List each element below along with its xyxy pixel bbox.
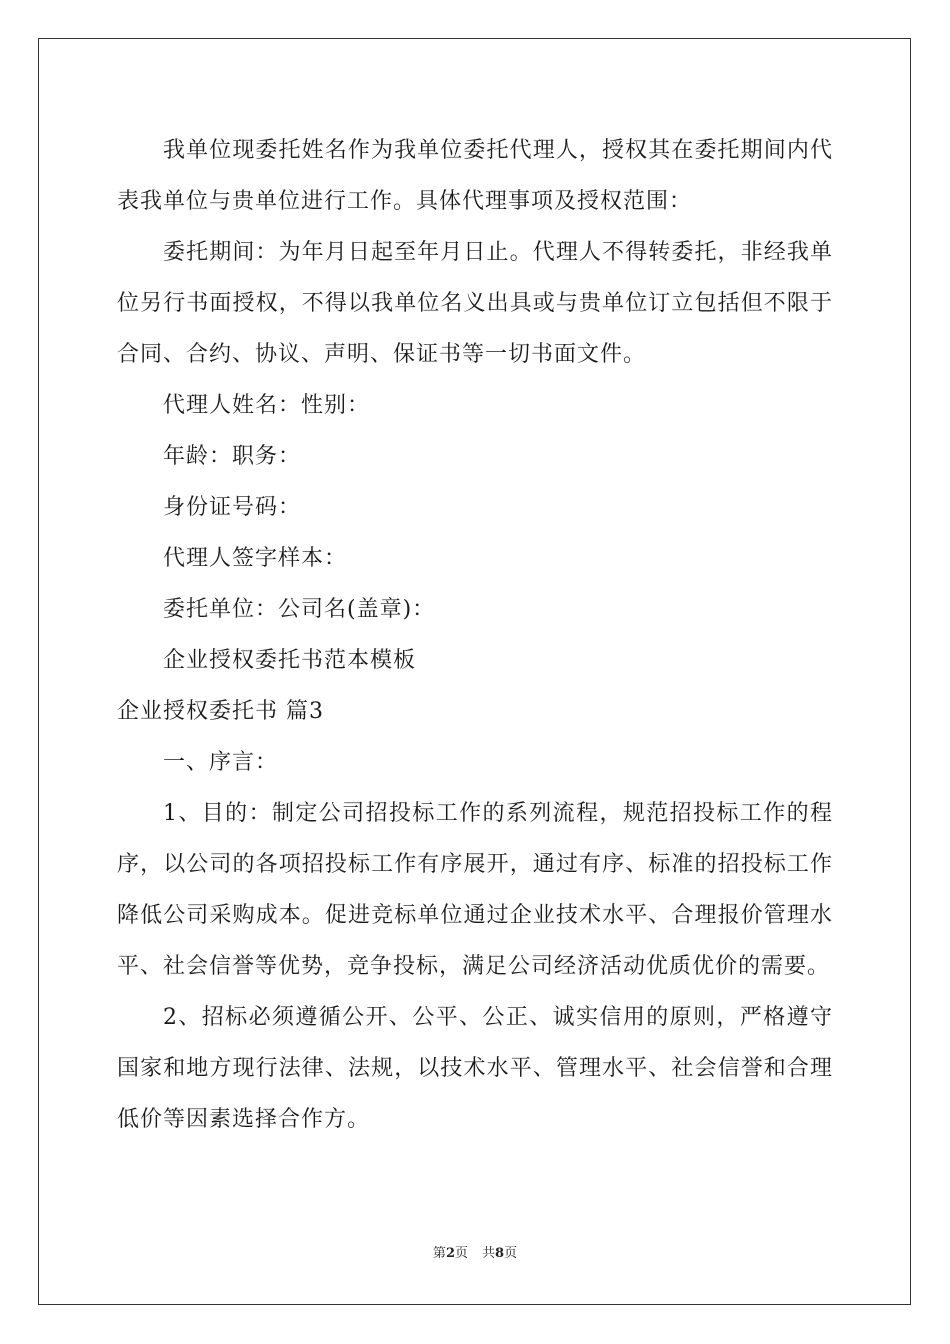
total-prefix: 共: [482, 1246, 496, 1261]
template-title: 企业授权委托书范本模板: [163, 648, 417, 673]
agent-signature-sample: 代理人签字样本：: [163, 546, 348, 571]
paragraph-purpose: 1、目的：制定公司招投标工作的系列流程，规范招投标工作的程序，以公司的各项招投标工作有序展开，通过有序、标准的招投标工作降低公司采购成本。促进竞标单位通过企业技术水平、合理报价管理水平、社会信誉等优势，竞争投标，满足公司经济活动优质优价的需要。: [117, 801, 833, 979]
document-body: [117, 125, 833, 1145]
agent-id-number: 身份证号码：: [163, 495, 302, 520]
page-suffix: 页: [454, 1246, 468, 1261]
paragraph-principles: 2、招标必须遵循公开、公平、公正、诚实信用的原则，严格遵守国家和地方现行法律、法规，以技术水平、管理水平、社会信誉和合理低价等因素选择合作方。: [117, 1005, 833, 1132]
section-heading: 企业授权委托书 篇3: [117, 699, 324, 724]
delegating-unit: 委托单位：公司名(盖章)：: [163, 597, 436, 622]
page-current: 2: [445, 1246, 455, 1261]
agent-name-gender: 代理人姓名：性别：: [163, 393, 371, 418]
preface-heading: 一、序言：: [163, 750, 279, 775]
page-total: 8: [495, 1246, 505, 1261]
paragraph-delegation: 我单位现委托姓名作为我单位委托代理人，授权其在委托期间内代表我单位与贵单位进行工作。具体代理事项及授权范围：: [117, 138, 833, 214]
paragraph-delegation-period: 委托期间：为年月日起至年月日止。代理人不得转委托，非经我单位另行书面授权，不得以我单位名义出具或与贵单位订立包括但不限于合同、合约、协议、声明、保证书等一切书面文件。: [117, 240, 833, 367]
agent-age-position: 年龄：职务：: [163, 444, 302, 469]
total-suffix: 页: [504, 1246, 518, 1261]
page-footer: [0, 1245, 950, 1263]
page-prefix: 第: [432, 1246, 446, 1261]
